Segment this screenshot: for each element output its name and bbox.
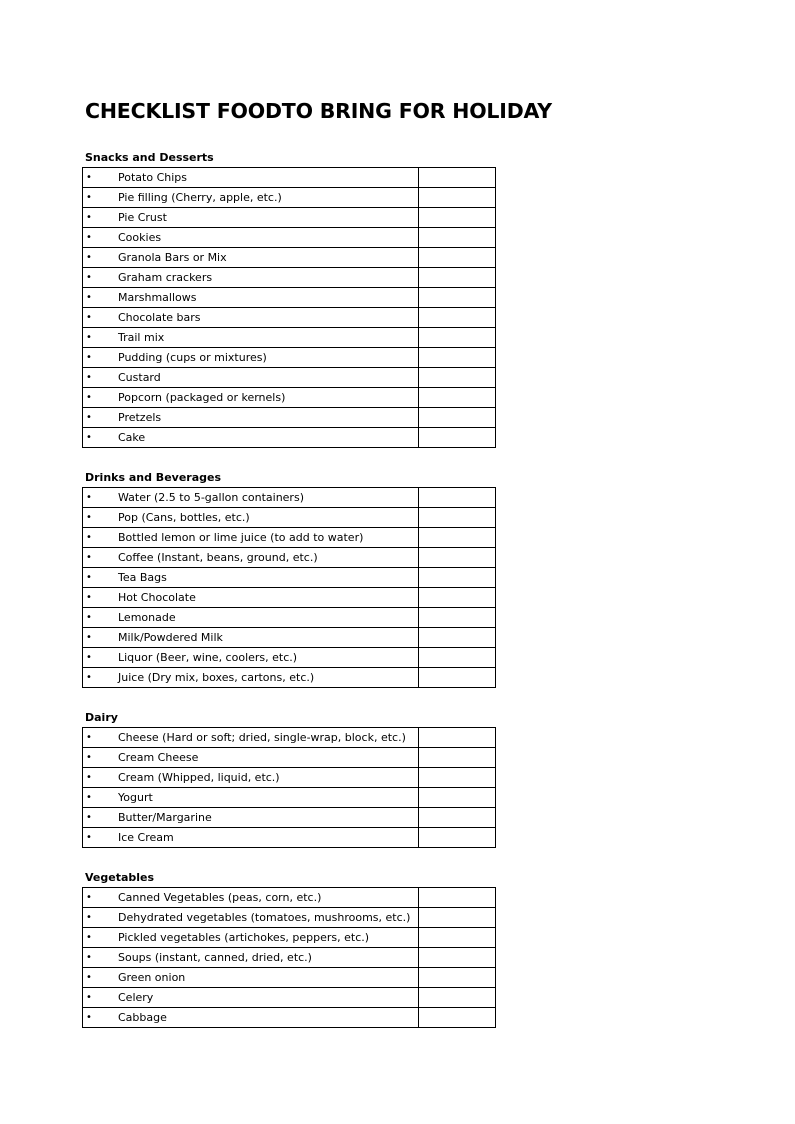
check-cell[interactable] [419,668,496,688]
item-cell [83,368,419,388]
bullet-icon: • [86,572,92,583]
section-heading: Vegetables [85,871,155,884]
item-label: Yogurt [118,791,153,804]
table-row [83,828,496,848]
table-row [83,328,496,348]
item-cell [83,408,419,428]
check-cell[interactable] [419,908,496,928]
bullet-icon: • [86,612,92,623]
check-cell[interactable] [419,988,496,1008]
bullet-icon: • [86,252,92,263]
check-cell[interactable] [419,188,496,208]
table-row [83,548,496,568]
item-label: Milk/Powdered Milk [118,631,223,644]
table-row [83,288,496,308]
bullet-icon: • [86,632,92,643]
bullet-icon: • [86,772,92,783]
item-label: Pudding (cups or mixtures) [118,351,267,364]
item-label: Custard [118,371,161,384]
item-cell [83,428,419,448]
table-row [83,168,496,188]
bullet-icon: • [86,372,92,383]
check-cell[interactable] [419,628,496,648]
check-cell[interactable] [419,508,496,528]
bullet-icon: • [86,1012,92,1023]
check-cell[interactable] [419,888,496,908]
bullet-icon: • [86,192,92,203]
check-cell[interactable] [419,388,496,408]
item-cell [83,908,419,928]
item-cell [83,788,419,808]
check-cell[interactable] [419,968,496,988]
check-cell[interactable] [419,428,496,448]
page-title: CHECKLIST FOODTO BRING FOR HOLIDAY [85,99,552,123]
bullet-icon: • [86,232,92,243]
table-row [83,648,496,668]
bullet-icon: • [86,272,92,283]
item-cell [83,928,419,948]
item-cell [83,168,419,188]
table-row [83,748,496,768]
check-cell[interactable] [419,608,496,628]
bullet-icon: • [86,412,92,423]
check-cell[interactable] [419,948,496,968]
item-label: Canned Vegetables (peas, corn, etc.) [118,891,322,904]
item-label: Popcorn (packaged or kernels) [118,391,286,404]
item-cell [83,628,419,648]
item-cell [83,748,419,768]
section-heading: Dairy [85,711,118,724]
item-cell [83,228,419,248]
bullet-icon: • [86,792,92,803]
check-cell[interactable] [419,248,496,268]
bullet-icon: • [86,752,92,763]
check-cell[interactable] [419,328,496,348]
checklist-table [82,727,496,848]
check-cell[interactable] [419,1008,496,1028]
item-label: Pie Crust [118,211,167,224]
check-cell[interactable] [419,368,496,388]
check-cell[interactable] [419,768,496,788]
section-heading: Snacks and Desserts [85,151,214,164]
page-title-container [85,96,552,126]
item-cell [83,948,419,968]
item-label: Juice (Dry mix, boxes, cartons, etc.) [118,671,315,684]
item-cell [83,288,419,308]
table-row [83,988,496,1008]
item-label: Cream (Whipped, liquid, etc.) [118,771,280,784]
item-label: Granola Bars or Mix [118,251,227,264]
table-row [83,248,496,268]
item-label: Marshmallows [118,291,197,304]
item-label: Pickled vegetables (artichokes, peppers, etc.) [118,931,370,944]
table-row [83,408,496,428]
checklist-table [82,167,496,448]
item-label: Coffee (Instant, beans, ground, etc.) [118,551,318,564]
check-cell[interactable] [419,928,496,948]
item-cell [83,308,419,328]
item-label: Bottled lemon or lime juice (to add to water) [118,531,364,544]
item-label: Ice Cream [118,831,174,844]
bullet-icon: • [86,892,92,903]
item-cell [83,488,419,508]
table-row [83,968,496,988]
bullet-icon: • [86,592,92,603]
check-cell[interactable] [419,208,496,228]
check-cell[interactable] [419,808,496,828]
table-row [83,728,496,748]
item-cell [83,988,419,1008]
bullet-icon: • [86,952,92,963]
check-cell[interactable] [419,548,496,568]
table-row [83,228,496,248]
bullet-icon: • [86,732,92,743]
item-cell [83,1008,419,1028]
bullet-icon: • [86,992,92,1003]
item-cell [83,208,419,228]
check-cell[interactable] [419,288,496,308]
table-row [83,428,496,448]
check-cell[interactable] [419,348,496,368]
bullet-icon: • [86,652,92,663]
bullet-icon: • [86,212,92,223]
item-label: Lemonade [118,611,176,624]
table-row [83,768,496,788]
table-row [83,668,496,688]
table-row [83,808,496,828]
table-row [83,488,496,508]
bullet-icon: • [86,352,92,363]
bullet-icon: • [86,972,92,983]
item-cell [83,648,419,668]
item-cell [83,808,419,828]
item-label: Green onion [118,971,186,984]
check-cell[interactable] [419,588,496,608]
item-label: Soups (instant, canned, dried, etc.) [118,951,312,964]
check-cell[interactable] [419,228,496,248]
bullet-icon: • [86,332,92,343]
item-label: Cream Cheese [118,751,199,764]
check-cell[interactable] [419,168,496,188]
item-cell [83,728,419,748]
bullet-icon: • [86,832,92,843]
table-row [83,588,496,608]
item-label: Cabbage [118,1011,167,1024]
item-cell [83,968,419,988]
bullet-icon: • [86,392,92,403]
table-row [83,888,496,908]
check-cell[interactable] [419,268,496,288]
check-cell[interactable] [419,828,496,848]
item-cell [83,348,419,368]
check-cell[interactable] [419,728,496,748]
item-cell [83,248,419,268]
item-label: Dehydrated vegetables (tomatoes, mushrooms, etc.) [118,911,411,924]
check-cell[interactable] [419,748,496,768]
item-label: Pretzels [118,411,162,424]
item-cell [83,668,419,688]
item-label: Potato Chips [118,171,187,184]
bullet-icon: • [86,532,92,543]
table-row [83,268,496,288]
item-label: Graham crackers [118,271,213,284]
table-row [83,928,496,948]
item-cell [83,588,419,608]
item-label: Trail mix [118,331,165,344]
check-cell[interactable] [419,408,496,428]
item-label: Tea Bags [118,571,167,584]
checklist-table [82,887,496,1028]
item-cell [83,328,419,348]
table-row [83,508,496,528]
bullet-icon: • [86,292,92,303]
section-heading: Drinks and Beverages [85,471,222,484]
checklist-table [82,487,496,688]
item-cell [83,608,419,628]
item-cell [83,568,419,588]
bullet-icon: • [86,172,92,183]
table-row [83,1008,496,1028]
item-label: Butter/Margarine [118,811,212,824]
table-row [83,568,496,588]
table-row [83,348,496,368]
item-cell [83,188,419,208]
item-label: Cookies [118,231,162,244]
item-label: Celery [118,991,154,1004]
item-label: Liquor (Beer, wine, coolers, etc.) [118,651,298,664]
bullet-icon: • [86,432,92,443]
check-cell[interactable] [419,568,496,588]
table-row [83,528,496,548]
table-row [83,208,496,228]
bullet-icon: • [86,932,92,943]
bullet-icon: • [86,512,92,523]
item-label: Water (2.5 to 5-gallon containers) [118,491,304,504]
table-row [83,308,496,328]
item-cell [83,508,419,528]
table-row [83,368,496,388]
table-row [83,188,496,208]
item-cell [83,768,419,788]
check-cell[interactable] [419,488,496,508]
bullet-icon: • [86,492,92,503]
check-cell[interactable] [419,308,496,328]
item-cell [83,528,419,548]
check-cell[interactable] [419,528,496,548]
table-row [83,948,496,968]
check-cell[interactable] [419,788,496,808]
item-cell [83,828,419,848]
item-cell [83,268,419,288]
item-label: Cheese (Hard or soft; dried, single-wrap, block, etc.) [118,731,406,744]
item-cell [83,388,419,408]
item-cell [83,548,419,568]
table-row [83,388,496,408]
item-label: Pie filling (Cherry, apple, etc.) [118,191,282,204]
item-label: Cake [118,431,146,444]
bullet-icon: • [86,552,92,563]
item-label: Hot Chocolate [118,591,196,604]
bullet-icon: • [86,912,92,923]
item-cell [83,888,419,908]
check-cell[interactable] [419,648,496,668]
table-row [83,908,496,928]
table-row [83,608,496,628]
item-label: Chocolate bars [118,311,201,324]
bullet-icon: • [86,812,92,823]
item-label: Pop (Cans, bottles, etc.) [118,511,250,524]
table-row [83,628,496,648]
table-row [83,788,496,808]
bullet-icon: • [86,312,92,323]
bullet-icon: • [86,672,92,683]
